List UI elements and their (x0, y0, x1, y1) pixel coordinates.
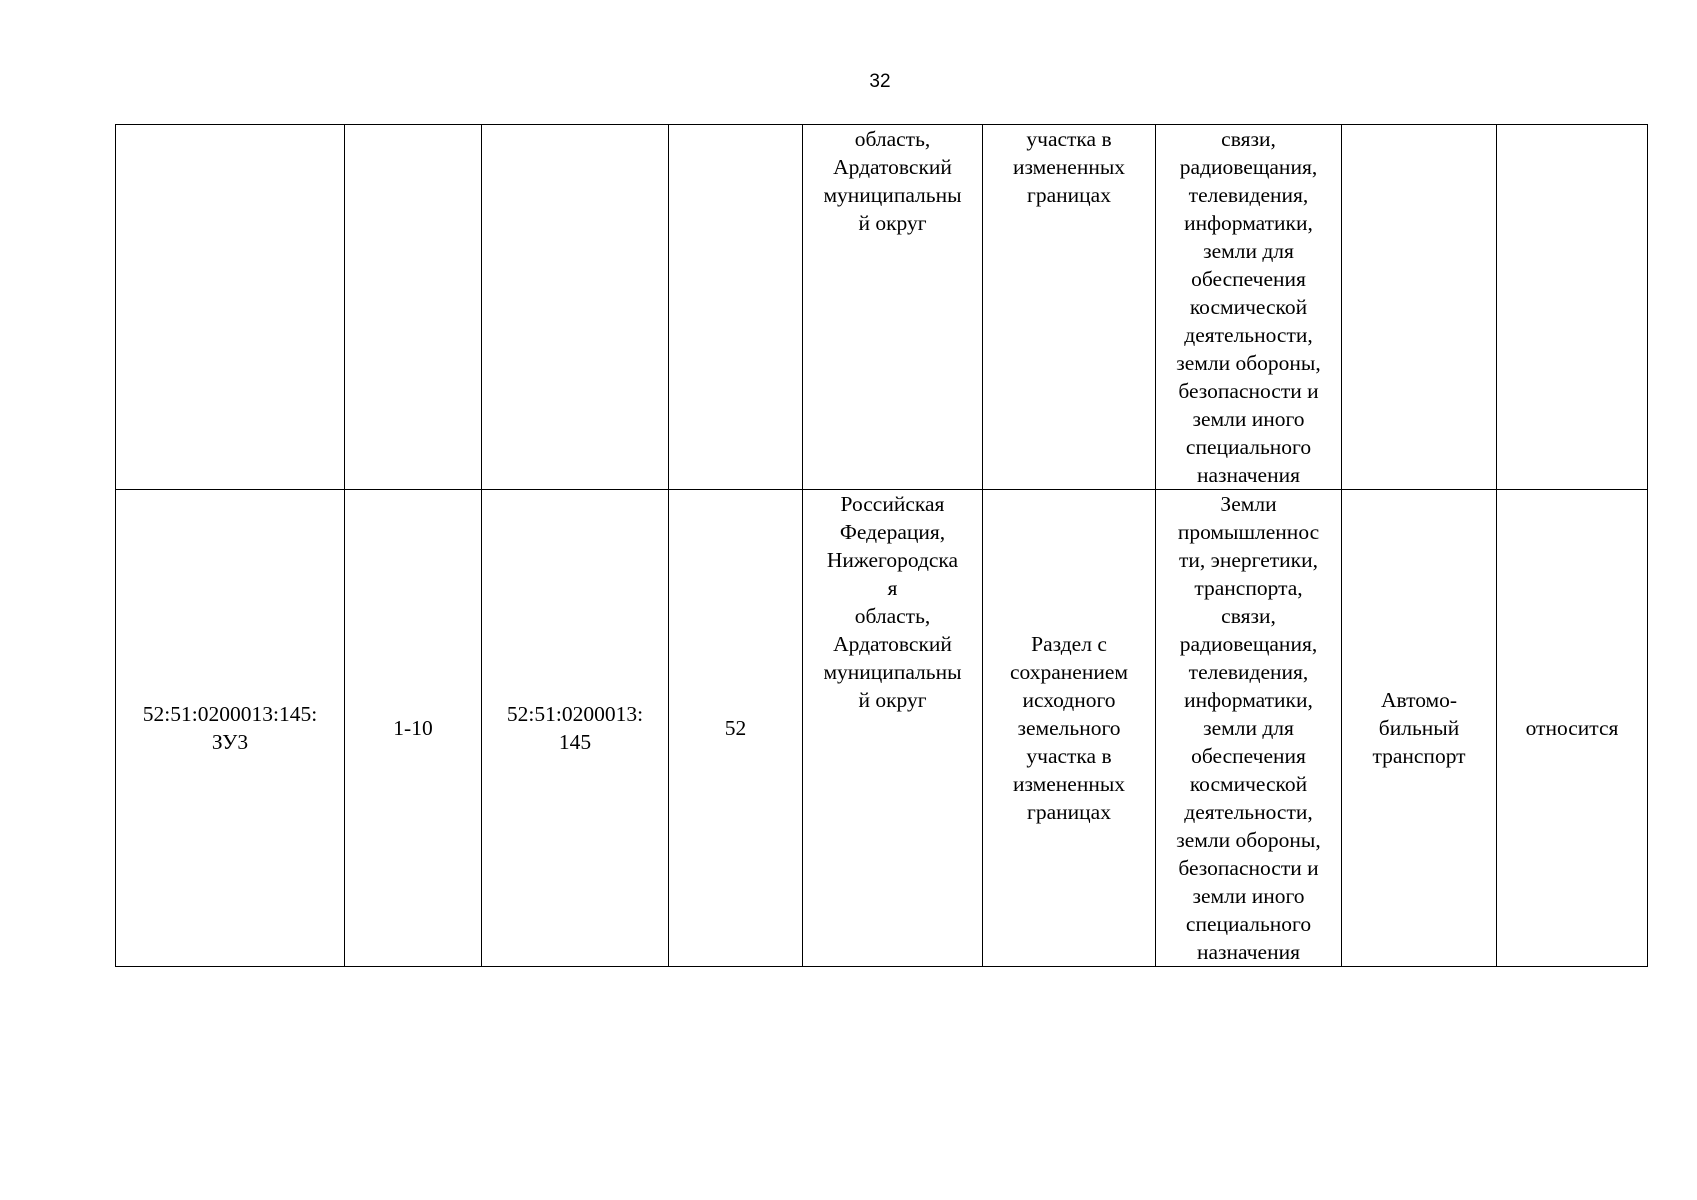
table-row (116, 490, 1648, 967)
land-category-cell: связи, радиовещания, телевидения, информатики, земли для обеспечения космической деятельности, земли обороны, безопасности и земли иного специального назначения (1156, 125, 1342, 490)
relation-cell (1497, 125, 1648, 490)
permitted-use-cell (1342, 125, 1497, 490)
points-range-cell (345, 125, 482, 490)
address-cell: Российская Федерация, Нижегородска я область, Ардатовский муниципальны й округ (803, 490, 983, 967)
cadastral-number-cell (116, 125, 345, 490)
relation-cell: относится (1497, 490, 1648, 967)
page-number: 32 (869, 71, 891, 92)
region-code-cell (669, 125, 803, 490)
table-row (116, 125, 1648, 490)
formation-method-cell: Раздел с сохранением исходного земельного участка в измененных границах (983, 490, 1156, 967)
region-code-cell: 52 (669, 490, 803, 967)
source-plot-cell: 52:51:0200013: 145 (482, 490, 669, 967)
points-range-cell: 1-10 (345, 490, 482, 967)
cadastral-number-cell: 52:51:0200013:145: ЗУ3 (116, 490, 345, 967)
land-plots-table (115, 124, 1648, 967)
address-cell: область, Ардатовский муниципальны й округ (803, 125, 983, 490)
permitted-use-cell: Автомо- бильный транспорт (1342, 490, 1497, 967)
source-plot-cell (482, 125, 669, 490)
formation-method-cell: участка в измененных границах (983, 125, 1156, 490)
land-category-cell: Земли промышленнос ти, энергетики, транспорта, связи, радиовещания, телевидения, информатики, земли для обеспечения космической деятельности, земли обороны, безопасности и земли иного специального назначения (1156, 490, 1342, 967)
